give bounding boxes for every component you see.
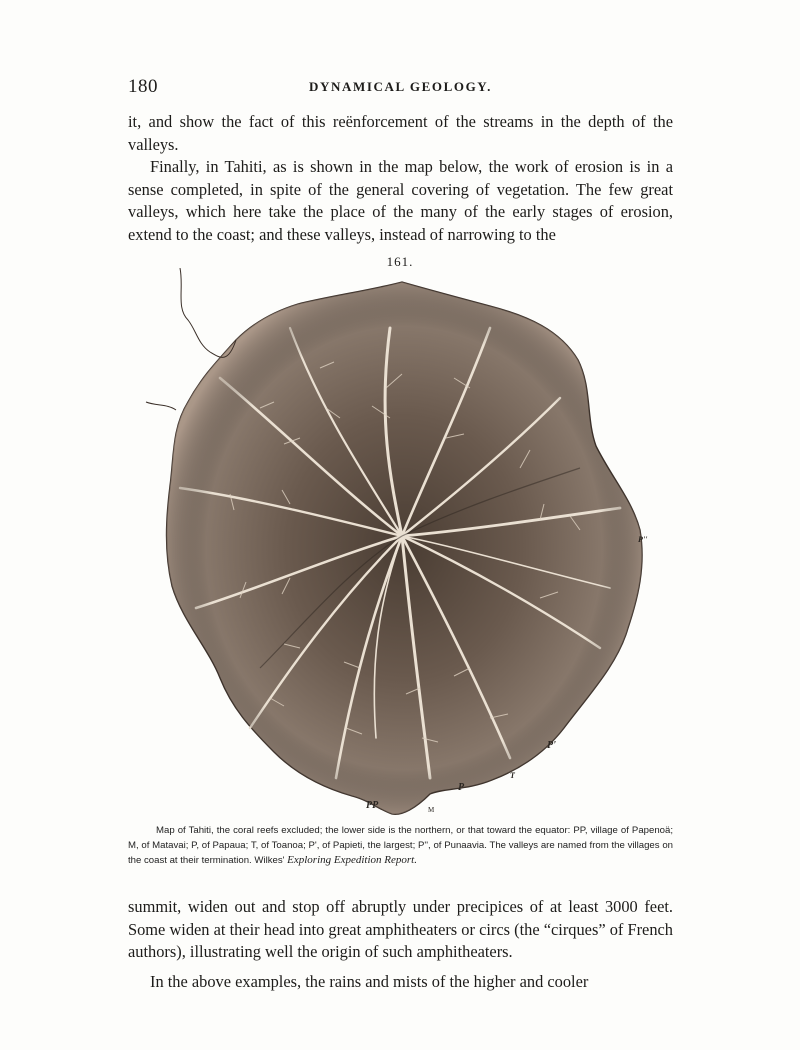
tahiti-map-figure — [140, 268, 660, 828]
paragraph-1: it, and show the fact of this reënforcement of the streams in the depth of the valleys. — [128, 112, 673, 154]
label-M: M — [428, 806, 435, 814]
paragraph-3: summit, widen out and stop off abruptly under precipices of at least 3000 feet. Some widen at their head into great amphitheaters or circs (the “cirques” of French authors), illustrating well the origin of such amphitheaters. — [128, 897, 673, 961]
label-P: P — [458, 782, 465, 793]
caption-source: Exploring Expedition Report. — [287, 854, 417, 866]
label-PP: PP — [366, 800, 379, 811]
running-head: DYNAMICAL GEOLOGY. — [309, 79, 492, 94]
page-number: 180 — [128, 76, 158, 97]
label-T: T — [510, 771, 515, 780]
label-P-double-prime: P'' — [638, 535, 648, 544]
label-P-prime: P' — [547, 740, 556, 751]
stream-line-west — [146, 402, 176, 410]
stream-line-north — [180, 268, 236, 357]
figure-caption — [128, 824, 673, 869]
figure-number: 161. — [386, 254, 414, 269]
paragraph-4: In the above examples, the rains and mists of the higher and cooler — [150, 972, 589, 991]
tahiti-map-illustration — [140, 268, 660, 828]
paragraph-2: Finally, in Tahiti, as is shown in the map below, the work of erosion is in a sense completed, in spite of the general covering of vegetation. The few great valleys, which here take the place of the many of the early stages of erosion, extend to the coast; and these valleys, instead of narrowing to the — [128, 157, 673, 244]
caption-text: Map of Tahiti, the coral reefs excluded; the lower side is the northern, or that toward the equator: PP, village of Papenoä; M, of Matavai; P, of Papaua; T, of Toanoa; P', of Papieti, the largest; P'', of Punaavia. The valleys are named from the villages on the coast at their termination. Wilkes' — [128, 825, 673, 866]
page-header — [128, 76, 673, 100]
